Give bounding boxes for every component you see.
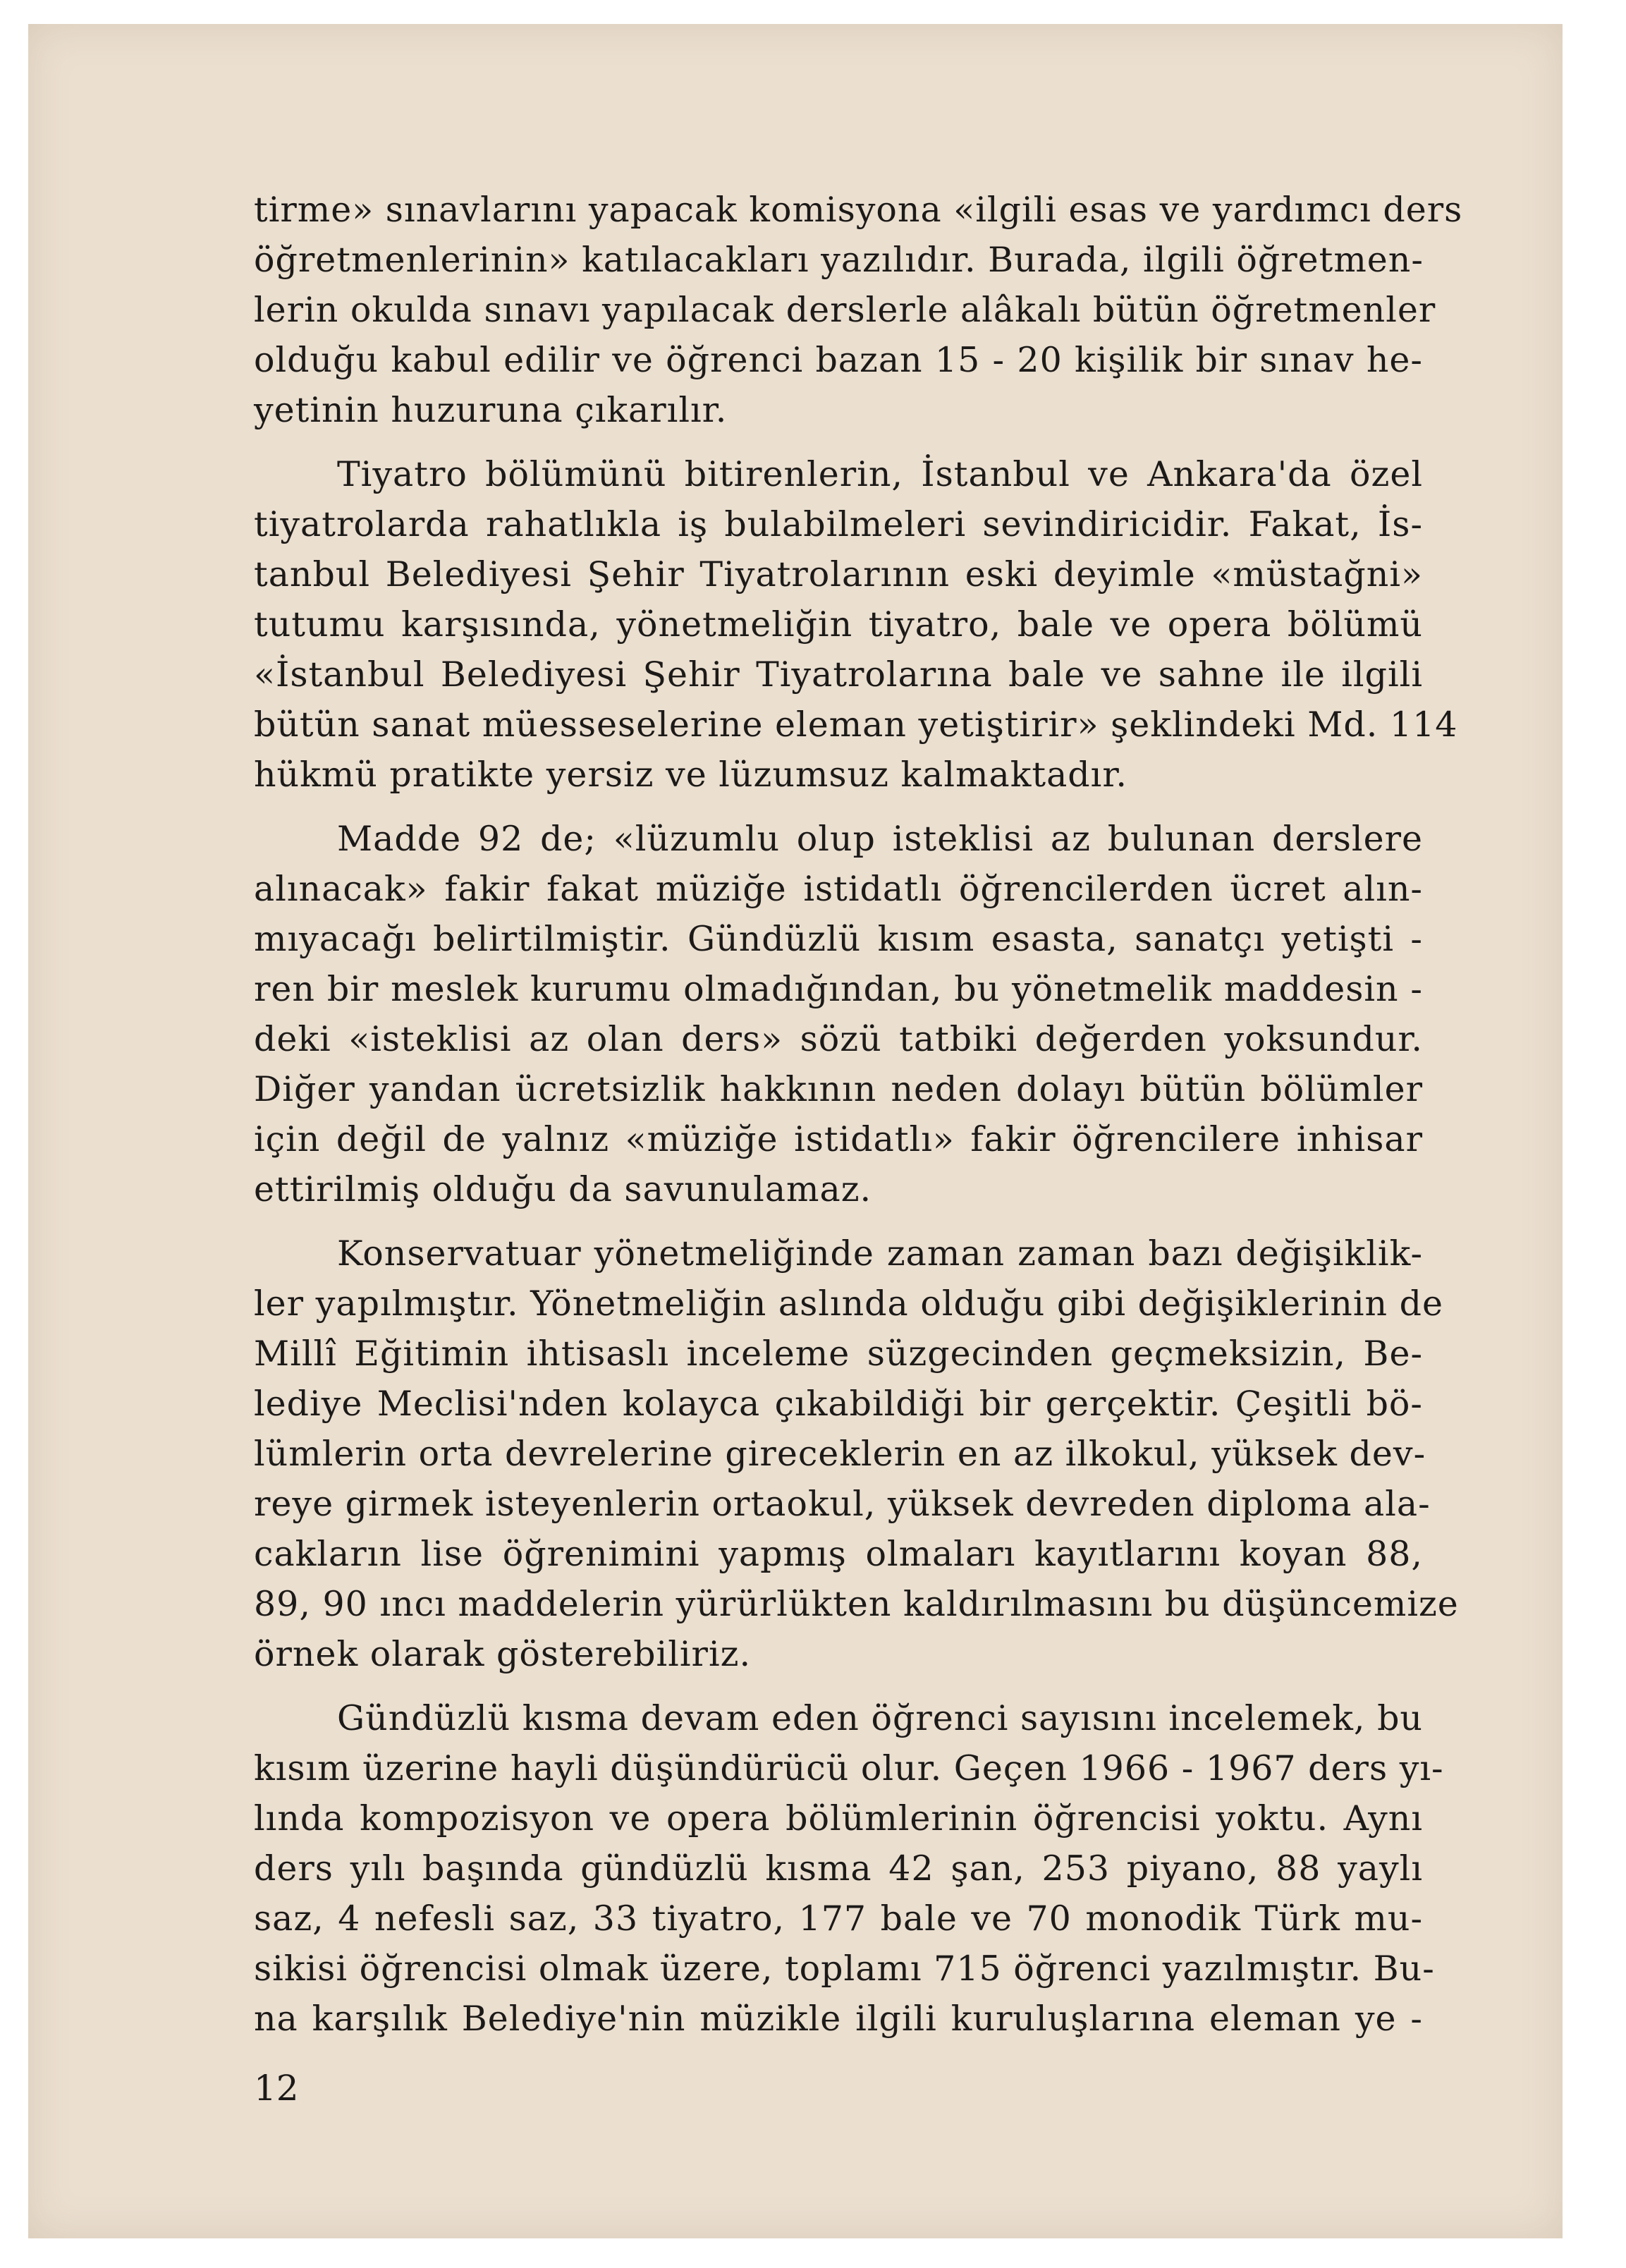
text-line: bütün sanat müesseselerine eleman yetiştirir» şeklindeki Md. 114 (254, 705, 1458, 745)
paragraph-4 (254, 1228, 1459, 1679)
text-line: sikisi öğrencisi olmak üzere, toplamı 715 öğrenci yazılmıştır. Bu- (254, 1949, 1435, 1989)
paragraph-3 (254, 814, 1423, 1214)
text-line: öğretmenlerinin» katılacakları yazılıdır. Burada, ilgili öğretmen- (254, 240, 1424, 280)
text-line: tiyatrolarda rahatlıkla iş bulabilmeleri sevindiricidir. Fakat, İs- (254, 504, 1423, 544)
page-number: 12 (254, 2068, 299, 2109)
text-line: lerin okulda sınavı yapılacak derslerle alâkalı bütün öğretmenler (254, 290, 1436, 330)
text-line: Millî Eğitimin ihtisaslı inceleme süzgecinden geçmeksizin, Be- (254, 1334, 1423, 1374)
text-line: olduğu kabul edilir ve öğrenci bazan 15 - 20 kişilik bir sınav he- (254, 340, 1423, 380)
text-line: deki «isteklisi az olan ders» sözü tatbiki değerden yoksundur. (254, 1019, 1423, 1059)
text-line: 89, 90 ıncı maddelerin yürürlükten kaldırılmasını bu düşüncemize (254, 1584, 1459, 1624)
text-line: yetinin huzuruna çıkarılır. (254, 390, 728, 430)
text-line: Konservatuar yönetmeliğinde zaman zaman bazı değişiklik- (337, 1233, 1423, 1274)
text-line: mıyacağı belirtilmiştir. Gündüzlü kısım esasta, sanatçı yetişti - (254, 919, 1423, 959)
paragraph-5 (254, 1693, 1444, 2044)
text-line: hükmü pratikte yersiz ve lüzumsuz kalmaktadır. (254, 755, 1127, 795)
text-line: kısım üzerine hayli düşündürücü olur. Geçen 1966 - 1967 ders yı- (254, 1748, 1444, 1788)
text-line: lında kompozisyon ve opera bölümlerinin öğrencisi yoktu. Aynı (254, 1798, 1423, 1839)
text-line: alınacak» fakir fakat müziğe istidatlı öğrencilerden ücret alın- (254, 869, 1423, 909)
text-line: ren bir meslek kurumu olmadığından, bu yönetmelik maddesin - (254, 969, 1423, 1009)
text-line: örnek olarak gösterebiliriz. (254, 1634, 752, 1674)
text-line: Madde 92 de; «lüzumlu olup isteklisi az bulunan derslere (337, 819, 1423, 859)
text-line: saz, 4 nefesli saz, 33 tiyatro, 177 bale ve 70 monodik Türk mu- (254, 1898, 1423, 1939)
text-line: tirme» sınavlarını yapacak komisyona «ilgili esas ve yardımcı ders (254, 190, 1463, 230)
text-line: lediye Meclisi'nden kolayca çıkabildiği bir gerçektir. Çeşitli bö- (254, 1384, 1423, 1424)
text-line: cakların lise öğrenimini yapmış olmaları kayıtlarını koyan 88, (254, 1534, 1423, 1574)
text-line: tanbul Belediyesi Şehir Tiyatrolarının eski deyimle «müstağni» (254, 554, 1423, 595)
paragraph-1 (254, 185, 1463, 435)
text-line: lümlerin orta devrelerine gireceklerin en az ilkokul, yüksek dev- (254, 1434, 1426, 1474)
text-line: Gündüzlü kısma devam eden öğrenci sayısını incelemek, bu (337, 1698, 1423, 1738)
text-line: ders yılı başında gündüzlü kısma 42 şan, 253 piyano, 88 yaylı (254, 1848, 1423, 1889)
text-line: ettirilmiş olduğu da savunulamaz. (254, 1169, 872, 1209)
text-line: ler yapılmıştır. Yönetmeliğin aslında olduğu gibi değişiklerinin de (254, 1284, 1443, 1324)
text-line: na karşılık Belediye'nin müzikle ilgili kuruluşlarına eleman ye - (254, 1999, 1423, 2039)
text-line: «İstanbul Belediyesi Şehir Tiyatrolarına bale ve sahne ile ilgili (254, 654, 1423, 695)
text-line: reye girmek isteyenlerin ortaokul, yüksek devreden diploma ala- (254, 1484, 1431, 1524)
text-line: Diğer yandan ücretsizlik hakkının neden dolayı bütün bölümler (254, 1069, 1423, 1109)
text-line: tutumu karşısında, yönetmeliğin tiyatro, bale ve opera bölümü (254, 604, 1423, 645)
body-text (254, 185, 1463, 2058)
book-page (28, 24, 1563, 2238)
paragraph-2 (254, 449, 1458, 800)
text-line: Tiyatro bölümünü bitirenlerin, İstanbul ve Ankara'da özel (337, 454, 1423, 494)
text-line: için değil de yalnız «müziğe istidatlı» fakir öğrencilere inhisar (254, 1119, 1423, 1159)
